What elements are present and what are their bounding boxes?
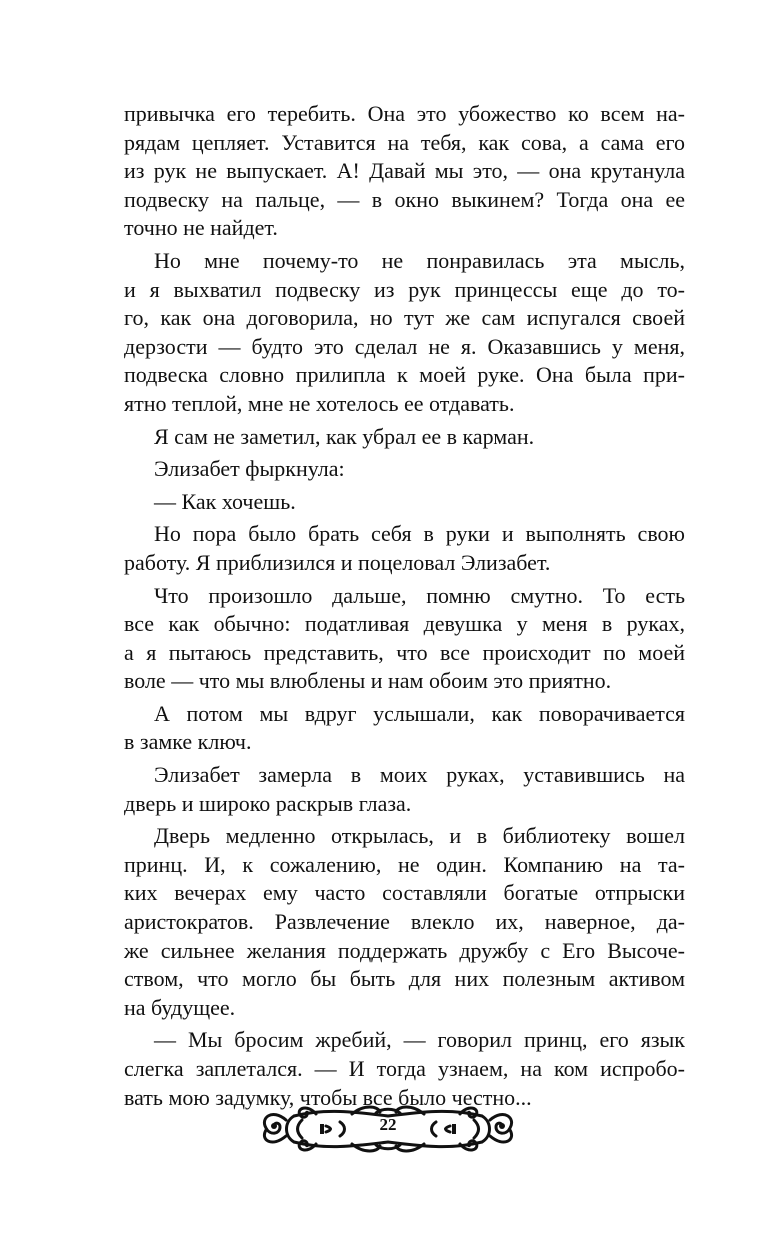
text-line: же сильнее желания поддержать дружбу с Его Высоче- <box>124 937 685 963</box>
text-line: а я пытаюсь представить, что все происходит по моей <box>124 639 685 665</box>
paragraph <box>124 455 685 484</box>
paragraph <box>124 423 685 452</box>
text-line: ством, что могло бы быть для них полезным активом <box>124 966 685 992</box>
text-line: го, как она договорила, но тут же сам испугался своей <box>124 305 685 331</box>
text-line: ятно теплой, мне не хотелось ее отдавать. <box>124 390 515 416</box>
text-line: — Как хочешь. <box>154 488 296 514</box>
text-line: ких вечерах ему часто составляли богатые отпрыски <box>124 880 685 906</box>
dialogue-paragraph <box>124 488 685 517</box>
text-line: А потом мы вдруг услышали, как поворачивается <box>154 700 685 726</box>
text-line: и я выхватил подвеску из рук принцессы еще до то- <box>124 276 685 302</box>
paragraph <box>124 761 685 818</box>
text-line: Элизабет фыркнула: <box>154 456 345 482</box>
text-line: подвеска словно прилипла к моей руке. Она была при- <box>124 362 685 388</box>
text-line: вать мою задумку, чтобы все было честно... <box>124 1084 532 1110</box>
text-line: Что произошло дальше, помню смутно. То есть <box>154 582 685 608</box>
text-line: аристократов. Развлечение влекло их, наверное, да- <box>124 909 685 935</box>
text-line: принц. И, к сожалению, не один. Компанию на та- <box>124 851 685 877</box>
text-line: Я сам не заметил, как убрал ее в карман. <box>154 423 535 449</box>
text-line: привычка его теребить. Она это убожество ко всем на- <box>124 101 685 126</box>
text-line: Элизабет замерла в моих руках, уставившись на <box>154 762 685 788</box>
text-line: в замке ключ. <box>124 729 252 755</box>
text-line: Но мне почему-то не понравилась эта мысль, <box>154 247 685 273</box>
paragraph <box>124 100 685 243</box>
paragraph <box>124 582 685 696</box>
text-line: рядам цепляет. Уставится на тебя, как сова, а сама его <box>124 129 685 155</box>
text-line: подвеску на пальце, — в окно выкинем? Тогда она ее <box>124 186 685 212</box>
text-line: работу. Я приблизился и поцеловал Элизабет. <box>124 549 551 575</box>
paragraph <box>124 247 685 419</box>
text-line: точно не найдет. <box>124 215 278 241</box>
text-line: из рук не выпускает. А! Давай мы это, — она крутанула <box>124 158 685 184</box>
text-line: Но пора было брать себя в руки и выполнять свою <box>154 521 685 547</box>
text-line: все как обычно: податливая девушка у меня в руках, <box>124 611 685 637</box>
page-footer-ornament <box>256 1100 520 1156</box>
text-line: слегка заплетался. — И тогда узнаем, на ком испробо- <box>124 1056 685 1081</box>
text-line: — Мы бросим жребий, — говорил принц, его язык <box>154 1027 685 1053</box>
paragraph <box>124 520 685 577</box>
paragraph <box>124 822 685 1022</box>
text-line: Дверь медленно открылась, и в библиотеку вошел <box>154 823 685 849</box>
text-line: дерзости — будто это сделал не я. Оказавшись у меня, <box>124 333 685 359</box>
text-line: воле — что мы влюблены и нам обоим это приятно. <box>124 668 612 694</box>
book-page-text <box>124 100 685 1112</box>
paragraph <box>124 700 685 757</box>
page-number: 22 <box>379 1115 397 1134</box>
text-line: дверь и широко раскрыв глаза. <box>124 790 412 816</box>
text-line: на будущее. <box>124 994 236 1020</box>
